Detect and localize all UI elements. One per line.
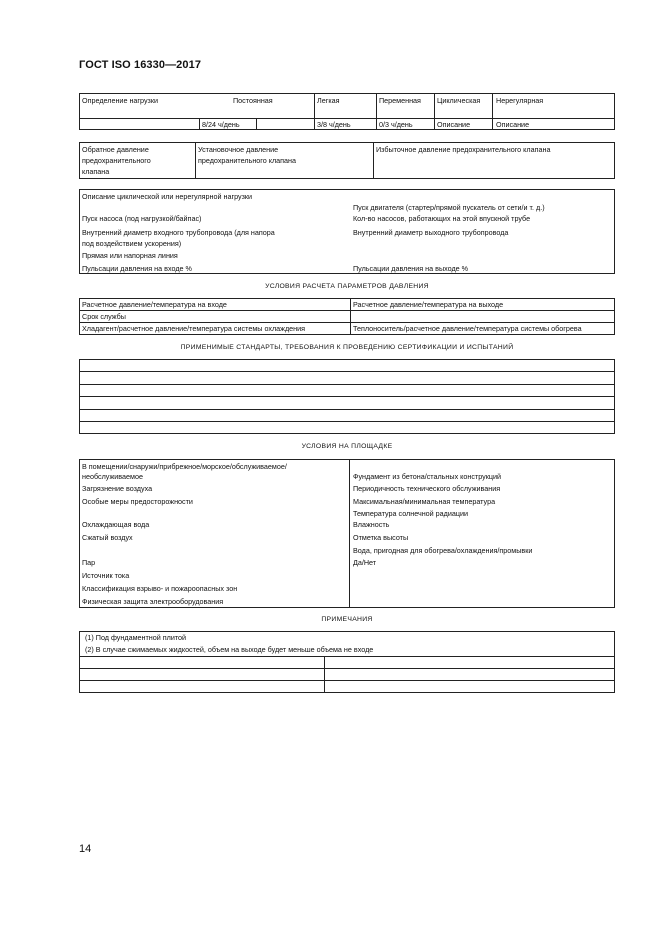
pump-count-label: Кол-во насосов, работающих на этой впускной трубе <box>353 214 531 223</box>
hours-variable: 0/3 ч/день <box>379 120 413 129</box>
service-life-label: Срок службы <box>82 312 126 321</box>
load-irregular-label: Нерегулярная <box>496 96 544 105</box>
note-2: (2) В случае сжимаемых жидкостей, объем на выходе будет меньше объема не входе <box>85 645 374 654</box>
inlet-diameter-line2: под воздействием ускорения) <box>82 239 182 248</box>
inlet-design-pressure: Расчетное давление/температура на входе <box>82 300 227 309</box>
document-header: ГОСТ ISO 16330—2017 <box>79 59 202 71</box>
load-light-label: Легкая <box>317 96 340 105</box>
load-variable-label: Переменная <box>379 96 421 105</box>
foundation-label: Фундамент из бетона/стальных конструкций <box>353 472 502 481</box>
page-number: 14 <box>79 843 92 855</box>
pressure-section-heading: УСЛОВИЯ РАСЧЕТА ПАРАМЕТРОВ ДАВЛЕНИЯ <box>265 283 429 290</box>
outlet-pulsation-label: Пульсации давления на выходе % <box>353 264 469 273</box>
cyclic-title: Описание циклической или нерегулярной нагрузки <box>82 192 253 201</box>
back-pressure-line2: предохранительного <box>82 156 151 165</box>
steam-label: Пар <box>82 558 96 567</box>
hazardous-area-label: Классификация взрыво- и пожароопасных зон <box>82 584 238 593</box>
load-cyclic-label: Циклическая <box>437 96 481 105</box>
location-type-line2: необслуживаемое <box>82 472 143 481</box>
overpressure-label: Избыточное давление предохранительного клапана <box>376 145 551 154</box>
maintenance-interval-label: Периодичность технического обслуживания <box>353 484 501 493</box>
note-1: (1) Под фундаментной плитой <box>85 633 187 642</box>
cyclic-description: Описание <box>437 120 471 129</box>
compressed-air-label: Сжатый воздух <box>82 533 133 542</box>
hours-constant: 8/24 ч/день <box>202 120 240 129</box>
line-type-label: Прямая или напорная линия <box>82 251 178 260</box>
back-pressure-line1: Обратное давление <box>82 145 149 154</box>
power-source-label: Источник тока <box>82 571 130 580</box>
cooling-water-label: Охлаждающая вода <box>82 520 150 529</box>
irregular-description: Описание <box>496 120 530 129</box>
yes-no-label: Да/Нет <box>353 558 377 567</box>
humidity-label: Влажность <box>353 520 390 529</box>
solar-temperature-label: Температура солнечной радиации <box>353 509 469 518</box>
water-availability-label: Вода, пригодная для обогрева/охлаждения/промывки <box>353 546 533 555</box>
air-pollution-label: Загрязнение воздуха <box>82 484 153 493</box>
back-pressure-line3: клапана <box>82 167 110 176</box>
altitude-label: Отметка высоты <box>353 533 409 542</box>
physical-protection-label: Физическая защита электрооборудования <box>82 597 224 606</box>
load-constant-label: Постоянная <box>233 96 273 105</box>
set-pressure-line2: предохранительного клапана <box>198 156 297 165</box>
site-section-heading: УСЛОВИЯ НА ПЛОЩАДКЕ <box>301 443 393 450</box>
pump-start-label: Пуск насоса (под нагрузкой/байпас) <box>82 214 202 223</box>
set-pressure-line1: Установочное давление <box>198 145 279 154</box>
cooling-system-label: Хладагент/расчетное давление/температура системы охлаждения <box>82 324 306 333</box>
special-precautions-label: Особые меры предосторожности <box>82 497 193 506</box>
notes-section-heading: ПРИМЕЧАНИЯ <box>321 616 373 623</box>
hours-light: 3/8 ч/день <box>317 120 351 129</box>
inlet-pulsation-label: Пульсации давления на входе % <box>82 264 192 273</box>
outlet-diameter-label: Внутренний диаметр выходного трубопровода <box>353 228 509 237</box>
load-definition-label: Определение нагрузки <box>82 96 158 105</box>
temperature-range-label: Максимальная/минимальная температура <box>353 497 496 506</box>
heating-system-label: Теплоноситель/расчетное давление/температура системы обогрева <box>353 324 582 333</box>
inlet-diameter-line1: Внутренний диаметр входного трубопровода (для напора <box>82 228 275 237</box>
engine-start-label: Пуск двигателя (стартер/прямой пускатель от сети/и т. д.) <box>353 203 545 212</box>
standards-section-heading: ПРИМЕНИМЫЕ СТАНДАРТЫ, ТРЕБОВАНИЯ К ПРОВЕДЕНИЮ СЕРТИФИКАЦИИ И ИСПЫТАНИЙ <box>180 344 514 351</box>
location-type-line1: В помещении/снаружи/прибрежное/морское/обслуживаемое/ <box>82 462 287 471</box>
outlet-design-pressure: Расчетное давление/температура на выходе <box>353 300 504 309</box>
